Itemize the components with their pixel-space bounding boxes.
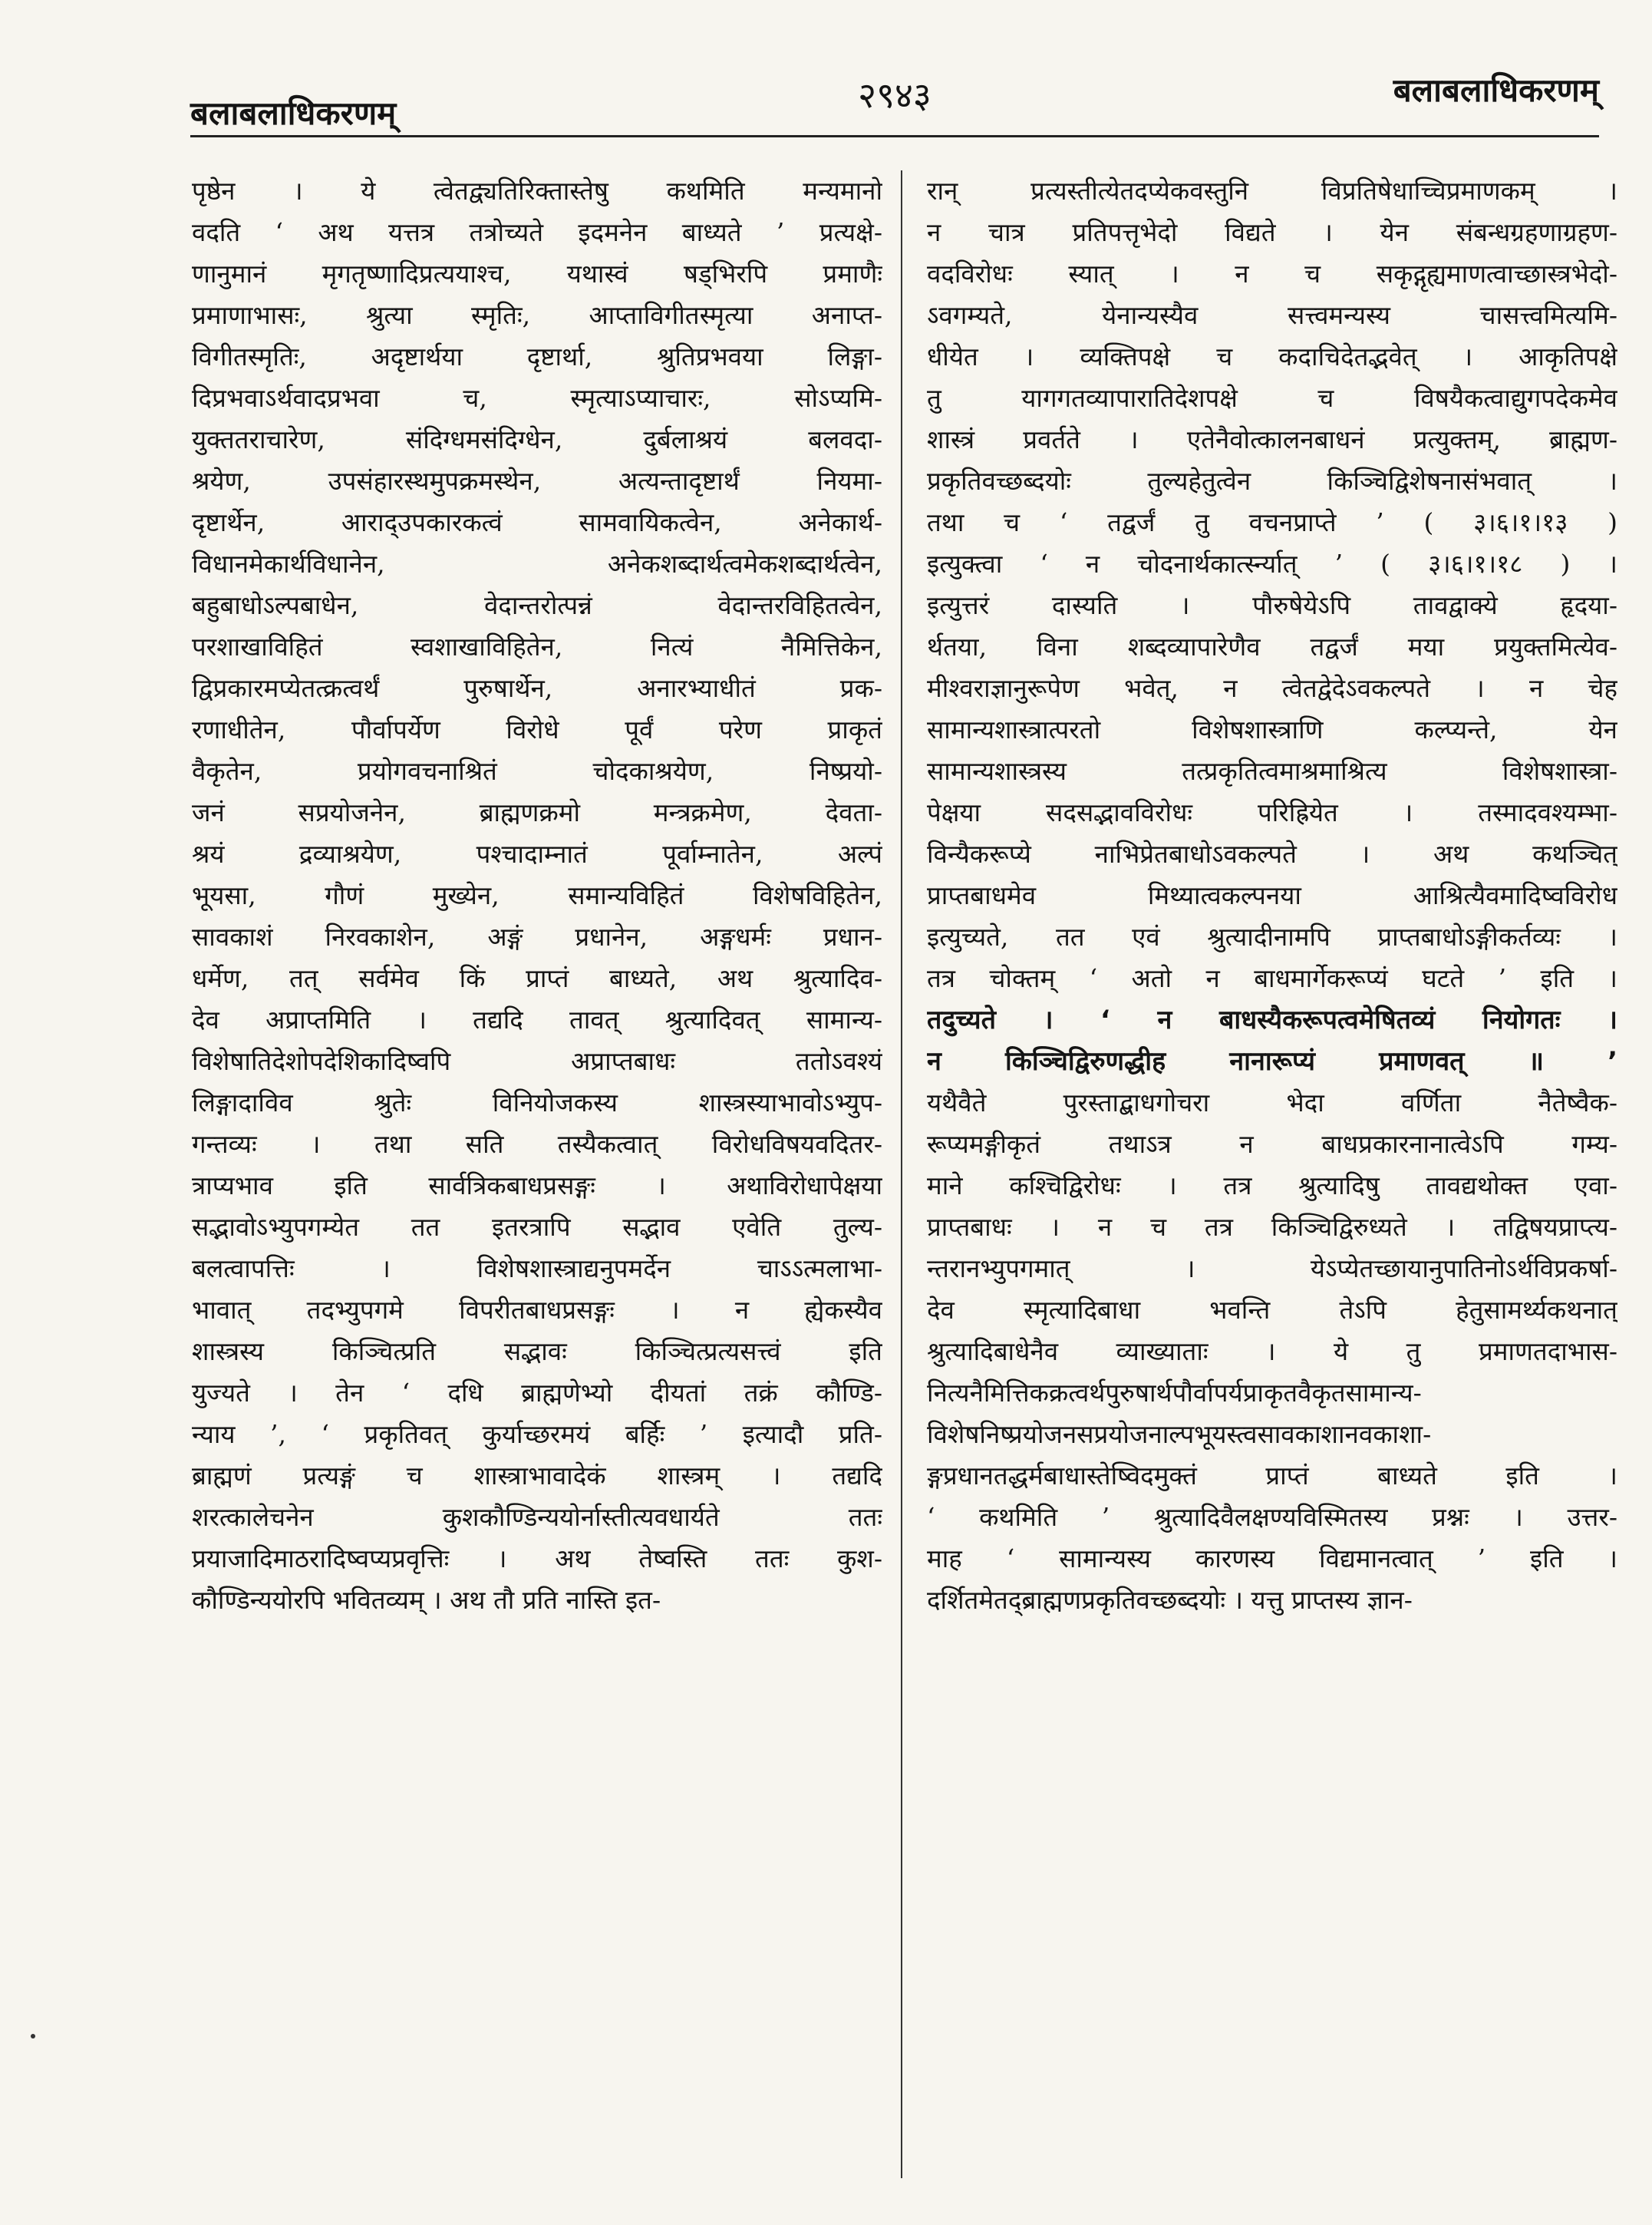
text-line: सद्भावोऽभ्युपगम्येत तत इतरत्रापि सद्भाव एवेति तुल्य- [192, 1212, 882, 1242]
text-line: नित्यनैमित्तिकक्रत्वर्थपुरुषार्थपौर्वापर्यप्राकृतवैकृतसामान्य- [927, 1378, 1422, 1408]
header-rule [190, 135, 1599, 137]
text-line: युक्ततराचारेण, संदिग्धमसंदिग्धेन, दुर्बलाश्रयं बलवदा- [192, 424, 882, 454]
text-line: ऽवगम्यते, येनान्यस्यैव सत्त्वमन्यस्य चासत्त्वमित्यमि- [927, 300, 1617, 330]
text-line: वैकृतेन, प्रयोगवचनाश्रितं चोदकाश्रयेण, निष्प्रयो- [192, 756, 882, 786]
text-line: देव अप्राप्तमिति । तद्यदि तावत् श्रुत्यादिवत् सामान्य- [192, 1005, 882, 1035]
text-line: इत्युत्तरं दास्यति । पौरुषेयेऽपि तावद्वाक्ये हृदया- [927, 590, 1617, 620]
text-line: माने कश्चिद्विरोधः । तत्र श्रुत्यादिषु तावद्यथोक्त एवा- [927, 1170, 1617, 1200]
text-line: श्रयं द्रव्याश्रयेण, पश्चादाम्नातं पूर्वाम्नातेन, अल्पं [192, 839, 882, 869]
left-column [192, 170, 882, 1621]
page-number: २९४३ [858, 74, 932, 116]
text-line: न्तरानभ्युपगमात् । येऽप्येतच्छायानुपातिनोऽर्थविप्रकर्षा- [927, 1253, 1617, 1283]
text-line: सावकाशं निरवकाशेन, अङ्गं प्रधानेन, अङ्गधर्मः प्रधान- [192, 922, 882, 952]
text-line: भावात् तदभ्युपगमे विपरीतबाधप्रसङ्गः । न ह्येकस्यैव [192, 1295, 882, 1325]
text-line: विशेषातिदेशोपदेशिकादिष्वपि अप्राप्तबाधः ततोऽवश्यं [192, 1046, 882, 1076]
text-line: वदति ‘ अथ यत्तत्र तत्रोच्यते इदमनेन बाध्यते ’ प्रत्यक्षे- [192, 217, 882, 247]
margin-mark [31, 2034, 35, 2038]
text-line: जनं सप्रयोजनेन, ब्राह्मणक्रमो मन्त्रक्रमेण, देवता- [192, 797, 882, 827]
text-line: तदुच्यते । ‘ न बाधस्यैकरूपत्वमेषितव्यं नियोगतः । [927, 1005, 1617, 1035]
running-title-left: बलाबलाधिकरणम् [190, 94, 397, 132]
text-line: ‘ कथमिति ’ श्रुत्यादिवैलक्षण्यविस्मितस्य प्रश्नः । उत्तर- [927, 1502, 1617, 1532]
text-line: विधानमेकार्थविधानेन, अनेकशब्दार्थत्वमेकशब्दार्थत्वेन, [192, 549, 882, 579]
text-line: बलत्वापत्तिः । विशेषशास्त्राद्यनुपमर्देन चाऽऽत्मलाभा- [192, 1253, 882, 1283]
text-line: प्राप्तबाधः । न च तत्र किञ्चिद्विरुध्यते । तद्विषयप्राप्त्य- [927, 1212, 1617, 1242]
text-line: यथैवैते पुरस्ताद्बाधगोचरा भेदा वर्णिता नैतेष्वैक- [927, 1088, 1617, 1117]
text-line: प्रमाणाभासः, श्रुत्या स्मृतिः, आप्ताविगीतस्मृत्या अनाप्त- [192, 300, 882, 330]
text-line: रूप्यमङ्गीकृतं तथाऽत्र न बाधप्रकारनानात्वेऽपि गम्य- [927, 1129, 1617, 1159]
text-line: द्विप्रकारमप्येतत्क्रत्वर्थं पुरुषार्थेन, अनारभ्याधीतं प्रक- [192, 673, 882, 703]
text-line: त्राप्यभाव इति सार्वत्रिकबाधप्रसङ्गः । अथाविरोधापेक्षया [192, 1170, 882, 1200]
text-line: विन्यैकरूप्ये नाभिप्रेतबाधोऽवकल्पते । अथ कथञ्चित् [927, 839, 1617, 869]
text-line: ङ्गप्रधानतद्धर्मबाधास्तेष्विदमुक्तं प्राप्तं बाध्यते इति । [927, 1461, 1617, 1490]
text-line: रान् प्रत्यस्तीत्येतदप्येकवस्तुनि विप्रतिषेधाच्चिप्रमाणकम् । [927, 176, 1617, 206]
column-divider [901, 170, 902, 2178]
text-line: माह ‘ सामान्यस्य कारणस्य विद्यमानत्वात् ’ इति । [927, 1543, 1617, 1573]
text-line: पृष्ठेन । ये त्वेतद्व्यतिरिक्तास्तेषु कथमिति मन्यमानो [192, 176, 882, 206]
text-line: भूयसा, गौणं मुख्येन, समान्यविहितं विशेषविहितेन, [192, 880, 882, 910]
text-line: न्याय ’, ‘ प्रकृतिवत् कुर्याच्छरमयं बर्हिः ’ इत्यादौ प्रति- [192, 1419, 882, 1449]
text-line: शास्त्रं प्रवर्तते । एतेनैवोत्कालनबाधनं प्रत्युक्तम्, ब्राह्मण- [927, 424, 1617, 454]
text-line: लिङ्गादाविव श्रुतेः विनियोजकस्य शास्त्रस्याभावोऽभ्युप- [192, 1088, 882, 1117]
text-line: युज्यते । तेन ‘ दधि ब्राह्मणेभ्यो दीयतां तक्रं कौण्डि- [192, 1378, 882, 1408]
right-column [927, 170, 1617, 1621]
text-line: इत्युक्त्वा ‘ न चोदनार्थकार्त्स्न्यात् ’ ( ३।६।१।१८ ) । [927, 549, 1617, 579]
text-line: न चात्र प्रतिपत्तृभेदो विद्यते । येन संबन्धग्रहणाग्रहण- [927, 217, 1617, 247]
page-header [190, 68, 1599, 132]
text-line: मीश्वराज्ञानुरूपेण भवेत्, न त्वेतद्वेदेऽवकल्पते । न चेह [927, 673, 1617, 703]
text-line: दृष्टार्थेन, आराद्उपकारकत्वं सामवायिकत्वेन, अनेकार्थ- [192, 507, 882, 537]
text-line: ब्राह्मणं प्रत्यङ्गं च शास्त्राभावादेकं शास्त्रम् । तद्यदि [192, 1461, 882, 1490]
text-line: प्रयाजादिमाठरादिष्वप्यप्रवृत्तिः । अथ तेष्वस्ति ततः कुश- [192, 1543, 882, 1573]
text-line: धर्मेण, तत् सर्वमेव किं प्राप्तं बाध्यते, अथ श्रुत्यादिव- [192, 963, 882, 993]
text-line: विगीतस्मृतिः, अदृष्टार्थया दृष्टार्था, श्रुतिप्रभवया लिङ्गा- [192, 342, 882, 371]
text-line: पेक्षया सदसद्भावविरोधः परिह्रियेत । तस्मादवश्यम्भा- [927, 797, 1617, 827]
text-line: वदविरोधः स्यात् । न च सकृद्गृह्यमाणत्वाच्छास्त्रभेदो- [927, 259, 1617, 289]
text-line: गन्तव्यः । तथा सति तस्यैकत्वात् विरोधविषयवदितर- [192, 1129, 882, 1159]
text-line: णानुमानं मृगतृष्णादिप्रत्ययाश्च, यथास्वं षड्भिरपि प्रमाणैः [192, 259, 882, 289]
text-line: तत्र चोक्तम् ‘ अतो न बाधमार्गेकरूप्यं घटते ’ इति । [927, 963, 1617, 993]
text-line: श्रुत्यादिबाधेनैव व्याख्याताः । ये तु प्रमाणतदाभास- [927, 1336, 1617, 1366]
text-line: तु यागगतव्यापारातिदेशपक्षे च विषयैकत्वाद्युगपदेकमेव [927, 383, 1617, 413]
text-line: शास्त्रस्य किञ्चित्प्रति सद्भावः किञ्चित्प्रत्यसत्त्वं इति [192, 1336, 882, 1366]
running-title-right: बलाबलाधिकरणम् [1393, 71, 1599, 109]
text-line: दर्शितमेतद्ब्राह्मणप्रकृतिवच्छब्दयोः । यत्तु प्राप्तस्य ज्ञान- [927, 1585, 1413, 1615]
text-line: सामान्यशास्त्रस्य तत्प्रकृतित्वमाश्रमाश्रित्य विशेषशास्त्रा- [927, 756, 1617, 786]
text-line: सामान्यशास्त्रात्परतो विशेषशास्त्राणि कल्प्यन्ते, येन [927, 715, 1617, 744]
text-line: प्राप्तबाधमेव मिथ्यात्वकल्पनया आश्रित्यैवमादिष्वविरोध [927, 880, 1617, 910]
text-line: धीयेत । व्यक्तिपक्षे च कदाचिदेतद्भवेत् । आकृतिपक्षे [927, 342, 1617, 371]
text-line: न किञ्चिद्विरुणद्धीह नानारूप्यं प्रमाणवत् ॥ ’ [927, 1046, 1617, 1077]
text-line: इत्युच्यते, तत एवं श्रुत्यादीनामपि प्राप्तबाधोऽङ्गीकर्तव्यः । [927, 922, 1617, 952]
text-line: श्रयेण, उपसंहारस्थमुपक्रमस्थेन, अत्यन्तादृष्टार्थं नियमा- [192, 466, 882, 496]
text-line: देव स्मृत्यादिबाधा भवन्ति तेऽपि हेतुसामर्थ्यकथनात् [927, 1295, 1617, 1325]
text-line: शरत्कालेचनेन कुशकौण्डिन्ययोर्नास्तीत्यवधार्यते ततः [192, 1502, 882, 1532]
text-line: विशेषनिष्प्रयोजनसप्रयोजनाल्पभूयस्त्वसावकाशानवकाशा- [927, 1419, 1432, 1449]
text-line: बहुबाधोऽल्पबाधेन, वेदान्तरोत्पन्नं वेदान्तरविहितत्वेन, [192, 590, 882, 620]
text-line: तथा च ‘ तद्वर्जं तु वचनप्राप्ते ’ ( ३।६।१।१३ ) [927, 507, 1617, 537]
text-line: प्रकृतिवच्छब्दयोः तुल्यहेतुत्वेन किञ्चिद्विशेषनासंभवात् । [927, 466, 1617, 496]
text-line: कौण्डिन्ययोरपि भवितव्यम् । अथ तौ प्रति नास्ति इत- [192, 1585, 661, 1615]
text-line: परशाखाविहितं स्वशाखाविहितेन, नित्यं नैमित्तिकेन, [192, 632, 882, 662]
text-line: र्थतया, विना शब्दव्यापारेणैव तद्वर्जं मया प्रयुक्तमित्येव- [927, 632, 1617, 662]
text-line: रणाधीतेन, पौर्वापर्येण विरोधे पूर्वं परेण प्राकृतं [192, 715, 882, 744]
text-line: दिप्रभवाऽर्थवादप्रभवा च, स्मृत्याऽप्याचारः, सोऽप्यमि- [192, 383, 882, 413]
